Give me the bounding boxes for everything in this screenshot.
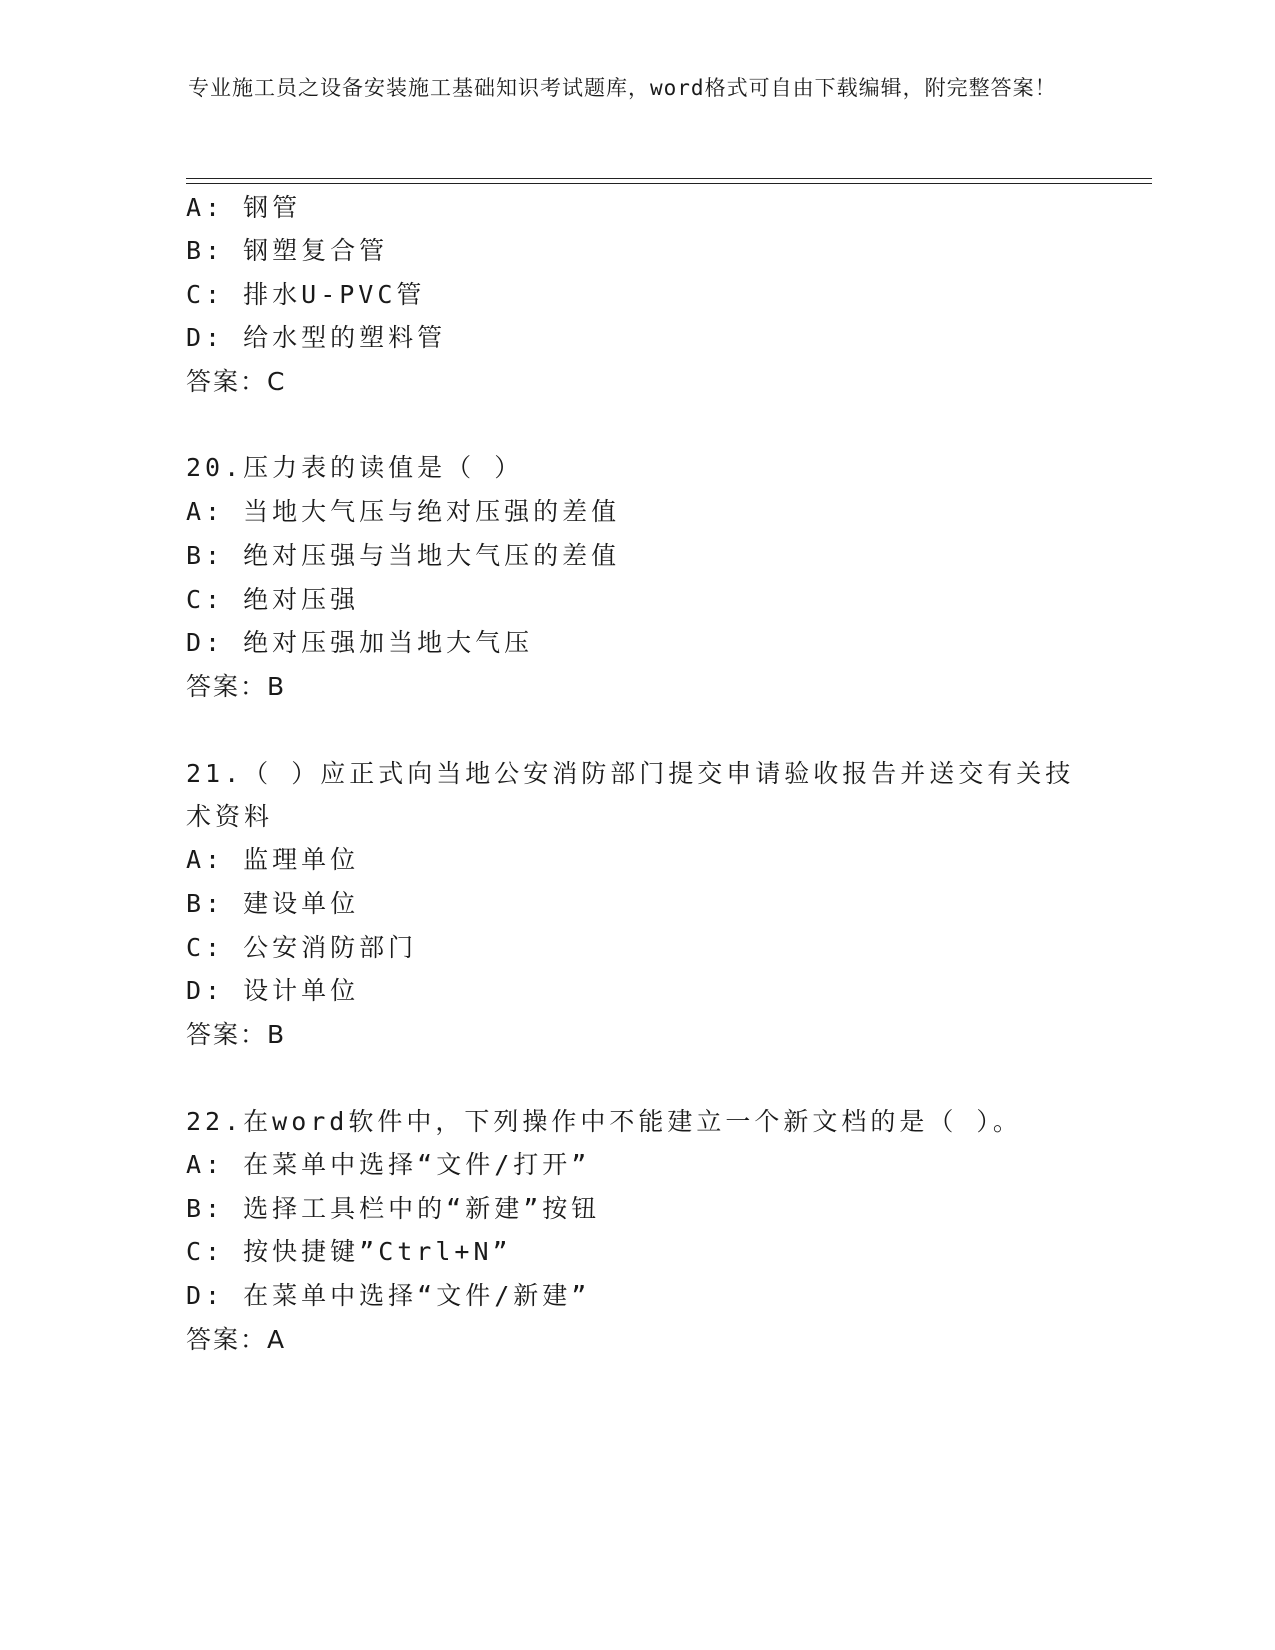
q22-option-b: B: 选择工具栏中的“新建”按钮 [186, 1194, 601, 1223]
q19-answer: 答案：C [186, 367, 287, 396]
header-divider-bottom [186, 183, 1152, 184]
q20-question: 20.压力表的读值是（ ） [186, 453, 524, 482]
q22-option-a: A: 在菜单中选择“文件/打开” [186, 1150, 591, 1179]
q21-option-d: D: 设计单位 [186, 976, 360, 1005]
q22-question: 22.在word软件中，下列操作中不能建立一个新文档的是（ ）。 [186, 1107, 1022, 1136]
q20-option-c: C: 绝对压强 [186, 585, 360, 614]
q22-option-c: C: 按快捷键”Ctrl+N” [186, 1237, 512, 1266]
q19-option-a: A: 钢管 [186, 193, 302, 222]
q21-option-c: C: 公安消防部门 [186, 933, 418, 962]
q20-option-a: A: 当地大气压与绝对压强的差值 [186, 497, 621, 526]
document-header: 专业施工员之设备安装施工基础知识考试题库，word格式可自由下载编辑，附完整答案！ [188, 76, 1057, 100]
q21-question-line2: 术资料 [186, 802, 274, 831]
q22-answer: 答案：A [186, 1325, 287, 1354]
q21-answer: 答案：B [186, 1020, 287, 1049]
q21-option-a: A: 监理单位 [186, 845, 360, 874]
q22-option-d: D: 在菜单中选择“文件/新建” [186, 1281, 591, 1310]
q19-option-b: B: 钢塑复合管 [186, 236, 389, 265]
q21-question-line1: 21.（ ）应正式向当地公安消防部门提交申请验收报告并送交有关技 [186, 759, 1075, 788]
q19-option-d: D: 给水型的塑料管 [186, 323, 447, 352]
q20-option-b: B: 绝对压强与当地大气压的差值 [186, 541, 621, 570]
header-divider-top [186, 178, 1152, 179]
q20-option-d: D: 绝对压强加当地大气压 [186, 628, 534, 657]
q20-answer: 答案：B [186, 672, 287, 701]
q21-option-b: B: 建设单位 [186, 889, 360, 918]
q19-option-c: C: 排水U-PVC管 [186, 280, 426, 309]
